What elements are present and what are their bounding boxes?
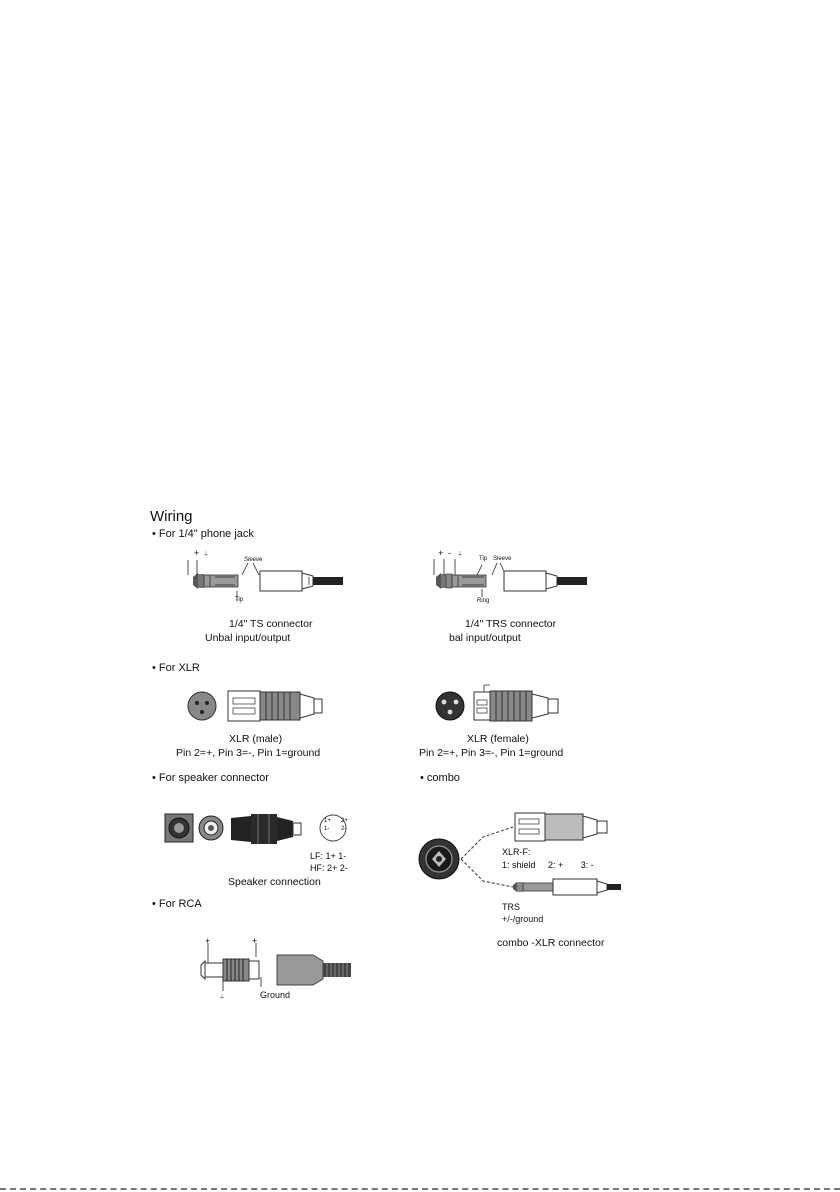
ts-subcaption: Unbal input/output (205, 632, 291, 644)
combo-xlr-label: XLR-F: (502, 847, 531, 857)
trs-sleeve-label: Sleeve (493, 556, 512, 562)
ts-plus-label: + (194, 548, 200, 558)
speaker-pin-1plus: 1+ (324, 818, 331, 824)
page-bottom-edge (0, 1188, 840, 1190)
xlr-female-pins: Pin 2=+, Pin 3=-, Pin 1=ground (419, 747, 564, 759)
xlr-female-drawing (426, 682, 596, 732)
rca-plus-left: + (205, 936, 211, 946)
heading-combo: • combo (420, 772, 460, 784)
trs-plug-drawing (432, 555, 592, 605)
rca-ground-symbol: ⏚ (219, 995, 226, 1001)
xlr-male-drawing (180, 682, 350, 732)
trs-tip-label: Tip (479, 556, 488, 562)
heading-xlr: • For XLR (152, 662, 200, 674)
xlr-male-pins: Pin 2=+, Pin 3=-, Pin 1=ground (176, 747, 321, 759)
ts-caption: 1/4" TS connector (229, 618, 313, 630)
combo-caption: combo -XLR connector (497, 937, 605, 949)
speaker-hf-label: HF: 2+ 2- (310, 863, 348, 873)
trs-ring-label: Ring (477, 598, 490, 604)
speaker-pin-2plus: 2+ (341, 818, 348, 824)
combo-trs-pins: +/-/ground (502, 914, 544, 924)
trs-ground-label: ⏚ (457, 552, 464, 558)
speaker-caption: Speaker connection (228, 876, 321, 888)
ts-plug-drawing (185, 555, 345, 605)
ts-sleeve-label: Sleeve (244, 557, 263, 563)
ts-ground-label: ⏚ (203, 552, 210, 558)
heading-rca: • For RCA (152, 898, 202, 910)
ts-tip-label: Tip (235, 597, 244, 603)
section-title: Wiring (150, 508, 193, 525)
trs-plus-label: + (438, 548, 444, 558)
trs-subcaption: bal input/output (449, 632, 521, 644)
heading-phone-jack: • For 1/4" phone jack (152, 528, 254, 540)
combo-xlr-pins: 1: shield 2: + 3: - (502, 860, 594, 870)
xlr-female-caption: XLR (female) (467, 733, 529, 745)
xlr-male-caption: XLR (male) (229, 733, 283, 745)
rca-plus-right: + (252, 936, 258, 946)
combo-trs-label: TRS (502, 902, 520, 912)
trs-caption: 1/4" TRS connector (465, 618, 557, 630)
rca-ground-label: Ground (260, 990, 291, 1000)
speaker-pin-2minus: 2- (341, 826, 347, 832)
rca-plug-drawing (195, 935, 365, 995)
trs-minus-label: - (448, 548, 451, 558)
heading-speaker: • For speaker connector (152, 772, 269, 784)
speaker-lf-label: LF: 1+ 1- (310, 851, 347, 861)
speaker-pin-1minus: 1- (324, 826, 330, 832)
